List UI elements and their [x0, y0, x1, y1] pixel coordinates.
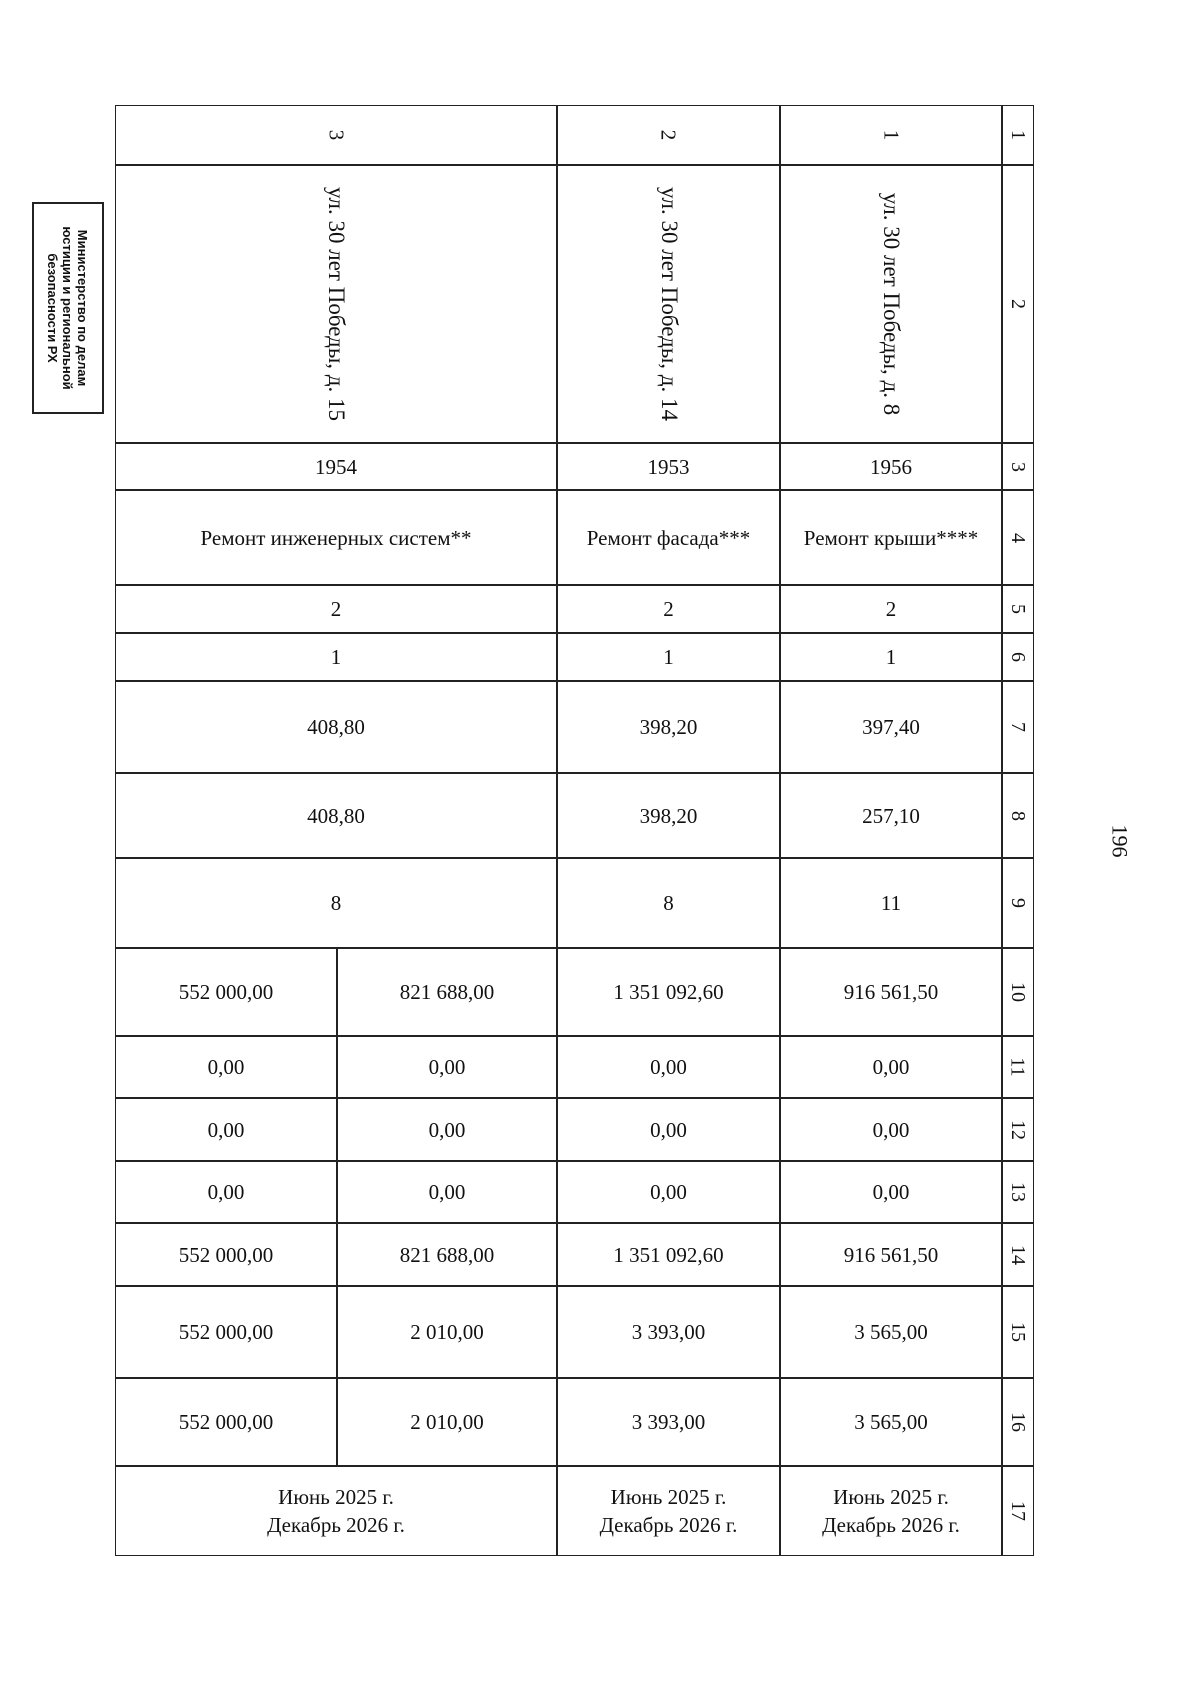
row1-c10: 916 561,50 [780, 948, 1002, 1036]
row2-index: 2 [557, 105, 780, 165]
row3-work-type: Ремонт инженерных систем** [115, 490, 557, 585]
colnum-2: 2 [1002, 165, 1034, 443]
row3-c17 [115, 1466, 557, 1556]
row2-c17-start: Июнь 2025 г. [610, 1485, 727, 1509]
row2-c14: 1 351 092,60 [557, 1223, 780, 1286]
colnum-12: 12 [1002, 1098, 1034, 1161]
row2-c5: 2 [557, 585, 780, 633]
colnum-5: 5 [1002, 585, 1034, 633]
row3-c8: 408,80 [115, 773, 557, 858]
row3-c10-extra: 552 000,00 [115, 948, 337, 1036]
row1-c17-end: Декабрь 2026 г. [822, 1513, 960, 1537]
row1-c15: 3 565,00 [780, 1286, 1002, 1378]
row3-c13: 0,00 [337, 1161, 557, 1223]
row2-address: ул. 30 лет Победы, д. 14 [557, 165, 780, 443]
row1-c16: 3 565,00 [780, 1378, 1002, 1466]
colnum-7: 7 [1002, 681, 1034, 773]
row2-c11: 0,00 [557, 1036, 780, 1098]
colnum-14: 14 [1002, 1223, 1034, 1286]
row2-work-type: Ремонт фасада*** [557, 490, 780, 585]
row3-c16: 2 010,00 [337, 1378, 557, 1466]
colnum-10: 10 [1002, 948, 1034, 1036]
row2-year: 1953 [557, 443, 780, 490]
row1-c7: 397,40 [780, 681, 1002, 773]
row2-c15: 3 393,00 [557, 1286, 780, 1378]
colnum-13: 13 [1002, 1161, 1034, 1223]
row3-c14-extra: 552 000,00 [115, 1223, 337, 1286]
row1-address: ул. 30 лет Победы, д. 8 [780, 165, 1002, 443]
row1-c14: 916 561,50 [780, 1223, 1002, 1286]
row3-c17-start: Июнь 2025 г. [278, 1485, 394, 1509]
colnum-8: 8 [1002, 773, 1034, 858]
colnum-4: 4 [1002, 490, 1034, 585]
colnum-11: 11 [1002, 1036, 1034, 1098]
row1-c5: 2 [780, 585, 1002, 633]
row2-c13: 0,00 [557, 1161, 780, 1223]
colnum-1: 1 [1002, 105, 1034, 165]
row2-c12: 0,00 [557, 1098, 780, 1161]
row3-c13-extra: 0,00 [115, 1161, 337, 1223]
row3-address: ул. 30 лет Победы, д. 15 [115, 165, 557, 443]
row3-c12: 0,00 [337, 1098, 557, 1161]
row2-c17 [557, 1466, 780, 1556]
row2-c7: 398,20 [557, 681, 780, 773]
row3-c10: 821 688,00 [337, 948, 557, 1036]
row1-c9: 11 [780, 858, 1002, 948]
stamp-line-3: безопасности РХ [45, 253, 61, 363]
row2-c10: 1 351 092,60 [557, 948, 780, 1036]
row3-c11: 0,00 [337, 1036, 557, 1098]
row1-c6: 1 [780, 633, 1002, 681]
row2-c9: 8 [557, 858, 780, 948]
stamp-line-2: юстиции и региональной [60, 226, 76, 390]
row1-c17 [780, 1466, 1002, 1556]
row3-c17-end: Декабрь 2026 г. [267, 1513, 405, 1537]
colnum-17: 17 [1002, 1466, 1034, 1556]
row1-c13: 0,00 [780, 1161, 1002, 1223]
colnum-6: 6 [1002, 633, 1034, 681]
stamp-line-1: Министерство по делам [75, 229, 91, 387]
row2-c8: 398,20 [557, 773, 780, 858]
row3-c16-extra: 552 000,00 [115, 1378, 337, 1466]
colnum-3: 3 [1002, 443, 1034, 490]
row3-c11-extra: 0,00 [115, 1036, 337, 1098]
row2-c6: 1 [557, 633, 780, 681]
row3-year: 1954 [115, 443, 557, 490]
row1-c12: 0,00 [780, 1098, 1002, 1161]
row3-c12-extra: 0,00 [115, 1098, 337, 1161]
row3-c15-extra: 552 000,00 [115, 1286, 337, 1378]
row3-c15: 2 010,00 [337, 1286, 557, 1378]
colnum-15: 15 [1002, 1286, 1034, 1378]
colnum-16: 16 [1002, 1378, 1034, 1466]
row3-c6: 1 [115, 633, 557, 681]
row2-c17-end: Декабрь 2026 г. [599, 1513, 738, 1537]
row1-c11: 0,00 [780, 1036, 1002, 1098]
row3-c14: 821 688,00 [337, 1223, 557, 1286]
row1-work-type: Ремонт крыши**** [780, 490, 1002, 585]
row3-c5: 2 [115, 585, 557, 633]
row1-c17-start: Июнь 2025 г. [833, 1485, 949, 1509]
page-number: 196 [1107, 824, 1133, 858]
row1-year: 1956 [780, 443, 1002, 490]
colnum-9: 9 [1002, 858, 1034, 948]
row1-c8: 257,10 [780, 773, 1002, 858]
row3-c7: 408,80 [115, 681, 557, 773]
row1-index: 1 [780, 105, 1002, 165]
row2-c16: 3 393,00 [557, 1378, 780, 1466]
row3-c9: 8 [115, 858, 557, 948]
row3-index: 3 [115, 105, 557, 165]
